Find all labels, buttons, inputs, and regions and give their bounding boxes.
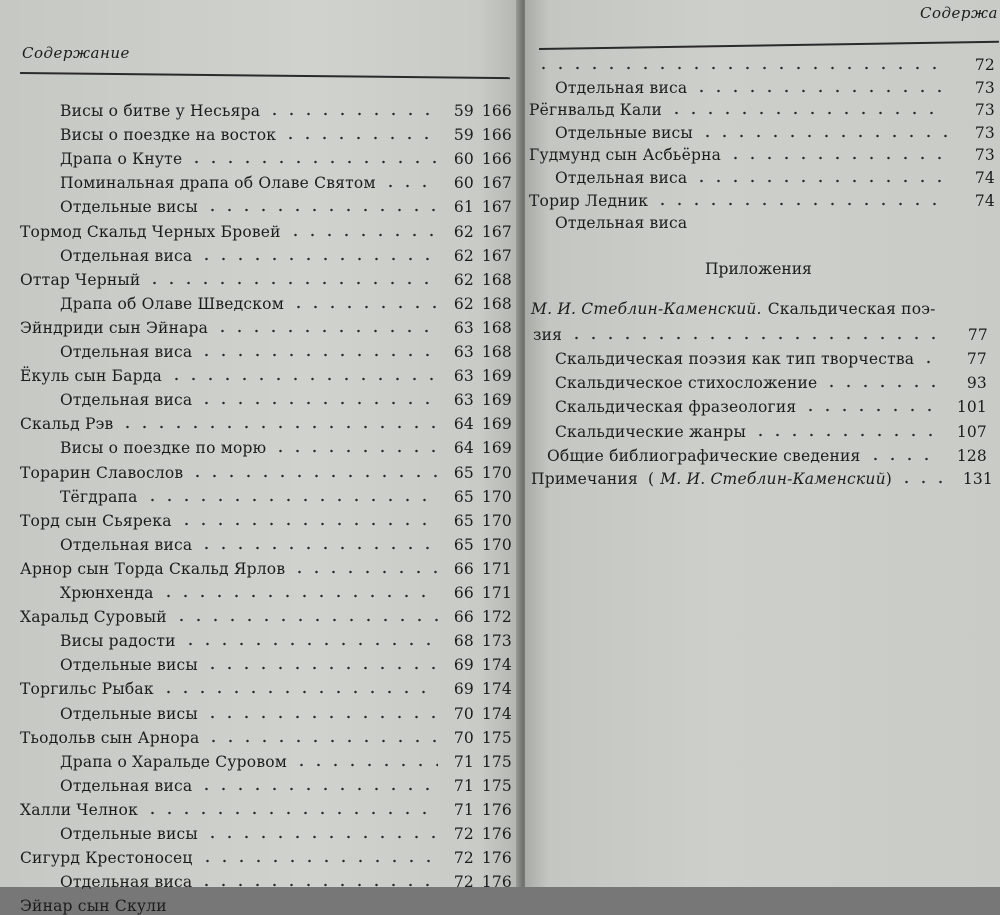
essay-page: 77 [967, 326, 988, 344]
toc-row [529, 188, 995, 210]
leader-dots [699, 128, 947, 138]
notes-page-number: 175 [481, 752, 512, 771]
toc-title: Отдельные висы [60, 198, 198, 217]
notes-page-number: 176 [481, 873, 512, 892]
leader-dots [382, 178, 438, 188]
toc-title: Сигурд Крестоносец [20, 849, 193, 868]
notes-page-number: 167 [481, 246, 512, 265]
toc-row [60, 821, 512, 843]
toc-row [20, 363, 512, 385]
notes-page-number: 170 [481, 487, 512, 506]
leader-dots [693, 83, 947, 93]
toc-title: Гудмунд сын Асбьёрна [529, 146, 722, 165]
leader-dots [144, 805, 438, 815]
toc-title: Висы о поездке по морю [60, 439, 267, 458]
leader-dots [146, 275, 438, 285]
notes-page-number: 167 [481, 198, 512, 217]
toc-row [20, 411, 512, 433]
text-page-number: 71 [453, 776, 474, 795]
toc-title: Торарин Славослов [20, 463, 184, 482]
notes-page-number: 169 [481, 391, 512, 410]
header-rule-right [539, 41, 999, 50]
page-number: 77 [966, 350, 987, 368]
toc-row [529, 52, 995, 74]
text-page-number: 60 [453, 174, 474, 193]
toc-title: Отдельные висы [555, 123, 693, 142]
notes-page-number: 174 [481, 680, 512, 699]
toc-title: Торгильс Рыбак [20, 680, 154, 699]
leader-dots [204, 829, 438, 839]
essay-part-row [555, 394, 987, 416]
text-page-number: 70 [453, 704, 474, 723]
toc-title: Висы о поездке на восток [60, 126, 277, 145]
toc-row [60, 435, 512, 457]
leader-dots [173, 612, 438, 622]
leader-dots [291, 564, 438, 574]
notes-page-number: 172 [481, 608, 512, 627]
essay-part-row [547, 443, 987, 465]
notes-page-number: 166 [481, 102, 512, 120]
toc-row [20, 219, 512, 241]
toc-row [60, 749, 512, 771]
toc-title: Отдельная виса [555, 78, 688, 97]
leader-dots [178, 516, 438, 526]
toc-title: Тёгдрапа [60, 487, 138, 506]
toc-row [60, 701, 512, 723]
toc-title: Халли Челнок [20, 800, 138, 819]
toc-row [20, 604, 512, 626]
notes-page: 131 [962, 470, 993, 488]
page-number: 74 [974, 169, 995, 187]
toc-title: Висы радости [60, 632, 176, 651]
essay-entry [531, 296, 951, 318]
notes-page-number: 176 [481, 849, 512, 868]
leader-dots [119, 419, 438, 429]
text-page-number: 61 [453, 198, 474, 217]
leader-dots [867, 451, 940, 461]
right-page [525, 0, 1000, 887]
notes-page-number: 170 [481, 535, 512, 554]
leader-dots [654, 196, 947, 206]
toc-title: Отдельная виса [555, 169, 688, 187]
toc-title: Харальд Суровый [20, 608, 167, 627]
toc-row [60, 291, 512, 313]
toc-title: Драпа о Кнуте [60, 150, 183, 169]
leader-dots [898, 474, 945, 484]
leader-dots [287, 227, 438, 237]
notes-page-number: 176 [481, 825, 512, 843]
text-page-number: 71 [453, 752, 474, 771]
leader-dots [568, 330, 940, 340]
leader-dots [160, 588, 438, 598]
toc-title: Отдельные висы [60, 825, 198, 843]
toc-row [60, 98, 512, 120]
text-page-number: 72 [453, 849, 474, 868]
essay-part-title: Общие библиографические сведения [547, 446, 861, 465]
text-page-number: 63 [453, 343, 474, 361]
leader-dots [204, 660, 438, 670]
text-page-number: 72 [453, 825, 474, 843]
text-page-number: 64 [453, 415, 474, 434]
toc-title: Ёкуль сын Барда [20, 367, 162, 386]
notes-close-paren: ) [885, 470, 892, 488]
toc-title: Отдельная виса [60, 343, 193, 361]
text-page-number: 62 [453, 270, 474, 289]
text-page-number: 71 [453, 800, 474, 819]
essay-author: М. И. Стеблин-Каменский. [531, 300, 762, 318]
essay-part-row [555, 419, 987, 441]
toc-row [555, 165, 995, 187]
leader-dots [160, 684, 438, 694]
toc-row [60, 146, 512, 168]
text-page-number: 62 [453, 246, 474, 265]
notes-entry [531, 466, 993, 488]
toc-row [60, 628, 512, 650]
text-page-number: 60 [453, 150, 474, 169]
notes-page-number: 167 [481, 222, 512, 241]
toc-row [20, 315, 512, 337]
toc-title: Отдельная виса [60, 535, 193, 554]
toc-row [60, 243, 512, 265]
leader-dots [182, 636, 438, 646]
toc-title: Висы о битве у Несьяра [60, 102, 261, 120]
leader-dots [293, 757, 438, 767]
toc-title: Арнор сын Торда Скальд Ярлов [20, 559, 286, 578]
leader-dots [205, 733, 438, 743]
appendix-heading: Приложения [705, 260, 812, 278]
running-head-right: Содержа [920, 4, 998, 22]
text-page-number: 72 [453, 873, 474, 892]
notes-page-number: 168 [481, 318, 512, 337]
header-rule-left [20, 72, 510, 79]
page-number: 72 [974, 56, 995, 74]
text-page-number: 64 [453, 439, 474, 458]
toc-title: Эйнар сын Скули [20, 897, 167, 915]
leader-dots [198, 781, 438, 791]
toc-row [529, 97, 995, 119]
text-page-number: 66 [453, 559, 474, 578]
notes-page-number: 169 [481, 415, 512, 434]
leader-dots [823, 378, 939, 388]
toc-row [20, 893, 512, 915]
leader-dots [727, 150, 947, 160]
notes-page-number: 166 [481, 126, 512, 145]
page-number: 128 [956, 446, 987, 465]
text-page-number: 59 [453, 126, 474, 145]
notes-page-number: 174 [481, 656, 512, 675]
leader-dots [272, 443, 438, 453]
page-number: 73 [974, 146, 995, 165]
page-number: 73 [974, 78, 995, 97]
text-page-number: 69 [453, 656, 474, 675]
leader-dots [802, 402, 939, 412]
leader-dots [214, 323, 438, 333]
toc-title: Отдельная виса [60, 391, 193, 410]
leader-dots [668, 105, 947, 115]
toc-title: Эйндриди сын Эйнара [20, 318, 209, 337]
essay-part-title: Скальдическое стихосложение [555, 374, 818, 393]
toc-title: Отдельные висы [60, 704, 198, 723]
notes-page-number: 168 [481, 294, 512, 313]
toc-row [60, 194, 512, 216]
leader-dots [282, 130, 438, 140]
toc-row [20, 676, 512, 698]
toc-title: Торир Ледник [529, 191, 649, 210]
toc-row [60, 339, 512, 361]
essay-part-title: Скальдические жанры [555, 422, 747, 441]
text-page-number: 65 [453, 487, 474, 506]
toc-row [60, 387, 512, 409]
text-page-number: 68 [453, 632, 474, 651]
leader-dots [198, 395, 438, 405]
essay-entry-cont [533, 322, 988, 344]
text-page-number: 66 [453, 608, 474, 627]
notes-page-number: 175 [481, 776, 512, 795]
essay-title-line1: Скальдическая поэ- [767, 300, 936, 318]
toc-title: Хрюнхенда [60, 584, 154, 602]
leader-dots [204, 709, 438, 719]
leader-dots [188, 154, 438, 164]
toc-row [60, 484, 512, 506]
essay-part-row [555, 346, 987, 368]
toc-title: Торд сын Сьярека [20, 511, 172, 530]
text-page-number: 63 [453, 318, 474, 337]
text-page-number: 70 [453, 728, 474, 747]
text-page-number: 65 [453, 535, 474, 554]
toc-row [555, 120, 995, 142]
notes-page-number: 176 [481, 800, 512, 819]
leader-dots [144, 492, 438, 502]
toc-title: Драпа о Харальде Суровом [60, 752, 288, 771]
notes-page-number: 166 [481, 150, 512, 169]
leader-dots [266, 106, 438, 116]
toc-row [20, 725, 512, 747]
toc-row [60, 652, 512, 674]
essay-part-row [555, 370, 987, 392]
notes-page-number: 169 [481, 367, 512, 386]
text-page-number: 59 [453, 102, 474, 120]
leader-dots [199, 853, 438, 863]
notes-page-number: 171 [481, 584, 512, 602]
leader-dots [290, 299, 438, 309]
text-page-number: 62 [453, 294, 474, 313]
toc-row [20, 508, 512, 530]
notes-page-number: 167 [481, 174, 512, 193]
toc-title: Отдельная виса [60, 873, 193, 892]
toc-row [529, 142, 995, 164]
essay-part-title: Скальдическая фразеология [555, 398, 797, 417]
toc-row [60, 122, 512, 144]
toc-title: Отдельные висы [60, 656, 198, 675]
text-page-number: 63 [453, 391, 474, 410]
running-head-left: Содержание [22, 44, 130, 62]
toc-title: Отдельная виса [555, 214, 688, 233]
toc-row [20, 460, 512, 482]
leader-dots [189, 468, 438, 478]
page-number: 107 [956, 422, 987, 441]
notes-page-number: 175 [481, 728, 512, 747]
leader-dots [198, 540, 438, 550]
notes-page-number: 170 [481, 463, 512, 482]
toc-title: Тормод Скальд Черных Бровей [20, 222, 281, 241]
notes-page-number: 170 [481, 511, 512, 530]
page-number: 74 [974, 191, 995, 210]
notes-page-number: 173 [481, 632, 512, 651]
text-page-number: 65 [453, 511, 474, 530]
page-number: 73 [974, 123, 995, 142]
toc-row [20, 797, 512, 819]
toc-title: Скальд Рэв [20, 415, 114, 434]
toc-row [60, 170, 512, 192]
leader-dots [693, 173, 947, 183]
essay-part-title: Скальдическая поэзия как тип творчества [555, 350, 915, 368]
toc-title: Отдельная виса [60, 246, 193, 265]
page-number: 101 [956, 398, 987, 417]
toc-title: Поминальная драпа об Олаве Святом [60, 174, 376, 193]
notes-page-number: 168 [481, 270, 512, 289]
notes-open-paren: ( [647, 470, 655, 488]
notes-page-number: 174 [481, 704, 512, 723]
leader-dots [920, 354, 939, 364]
toc-title: Драпа об Олаве Шведском [60, 294, 284, 313]
leader-dots [535, 60, 947, 70]
leader-dots [752, 427, 939, 437]
essay-title-line2: зия [533, 326, 563, 344]
leader-dots [168, 371, 438, 381]
toc-row [20, 556, 512, 578]
toc-title: Рёгнвальд Кали [529, 101, 662, 120]
toc-row [555, 210, 995, 232]
notes-page-number: 171 [481, 559, 512, 578]
toc-title: Отдельная виса [60, 776, 193, 795]
toc-row [60, 580, 512, 602]
text-page-number: 69 [453, 680, 474, 699]
toc-title: Оттар Черный [20, 270, 141, 289]
toc-row [555, 75, 995, 97]
leader-dots [198, 251, 438, 261]
page-number: 73 [974, 101, 995, 120]
leader-dots [198, 347, 438, 357]
toc-row [20, 267, 512, 289]
text-page-number: 63 [453, 367, 474, 386]
page-number: 93 [966, 374, 987, 393]
notes-page-number: 169 [481, 439, 512, 458]
leader-dots [204, 202, 438, 212]
toc-title: Тьодольв сын Арнора [20, 728, 200, 747]
notes-label: Примечания [531, 470, 638, 488]
leader-dots [198, 877, 438, 887]
text-page-number: 66 [453, 584, 474, 602]
notes-page-number: 168 [481, 343, 512, 361]
notes-author: М. И. Стеблин-Каменский [660, 470, 886, 488]
toc-row [60, 773, 512, 795]
toc-row [20, 845, 512, 867]
text-page-number: 65 [453, 463, 474, 482]
toc-row [60, 869, 512, 891]
toc-row [60, 532, 512, 554]
text-page-number: 62 [453, 222, 474, 241]
